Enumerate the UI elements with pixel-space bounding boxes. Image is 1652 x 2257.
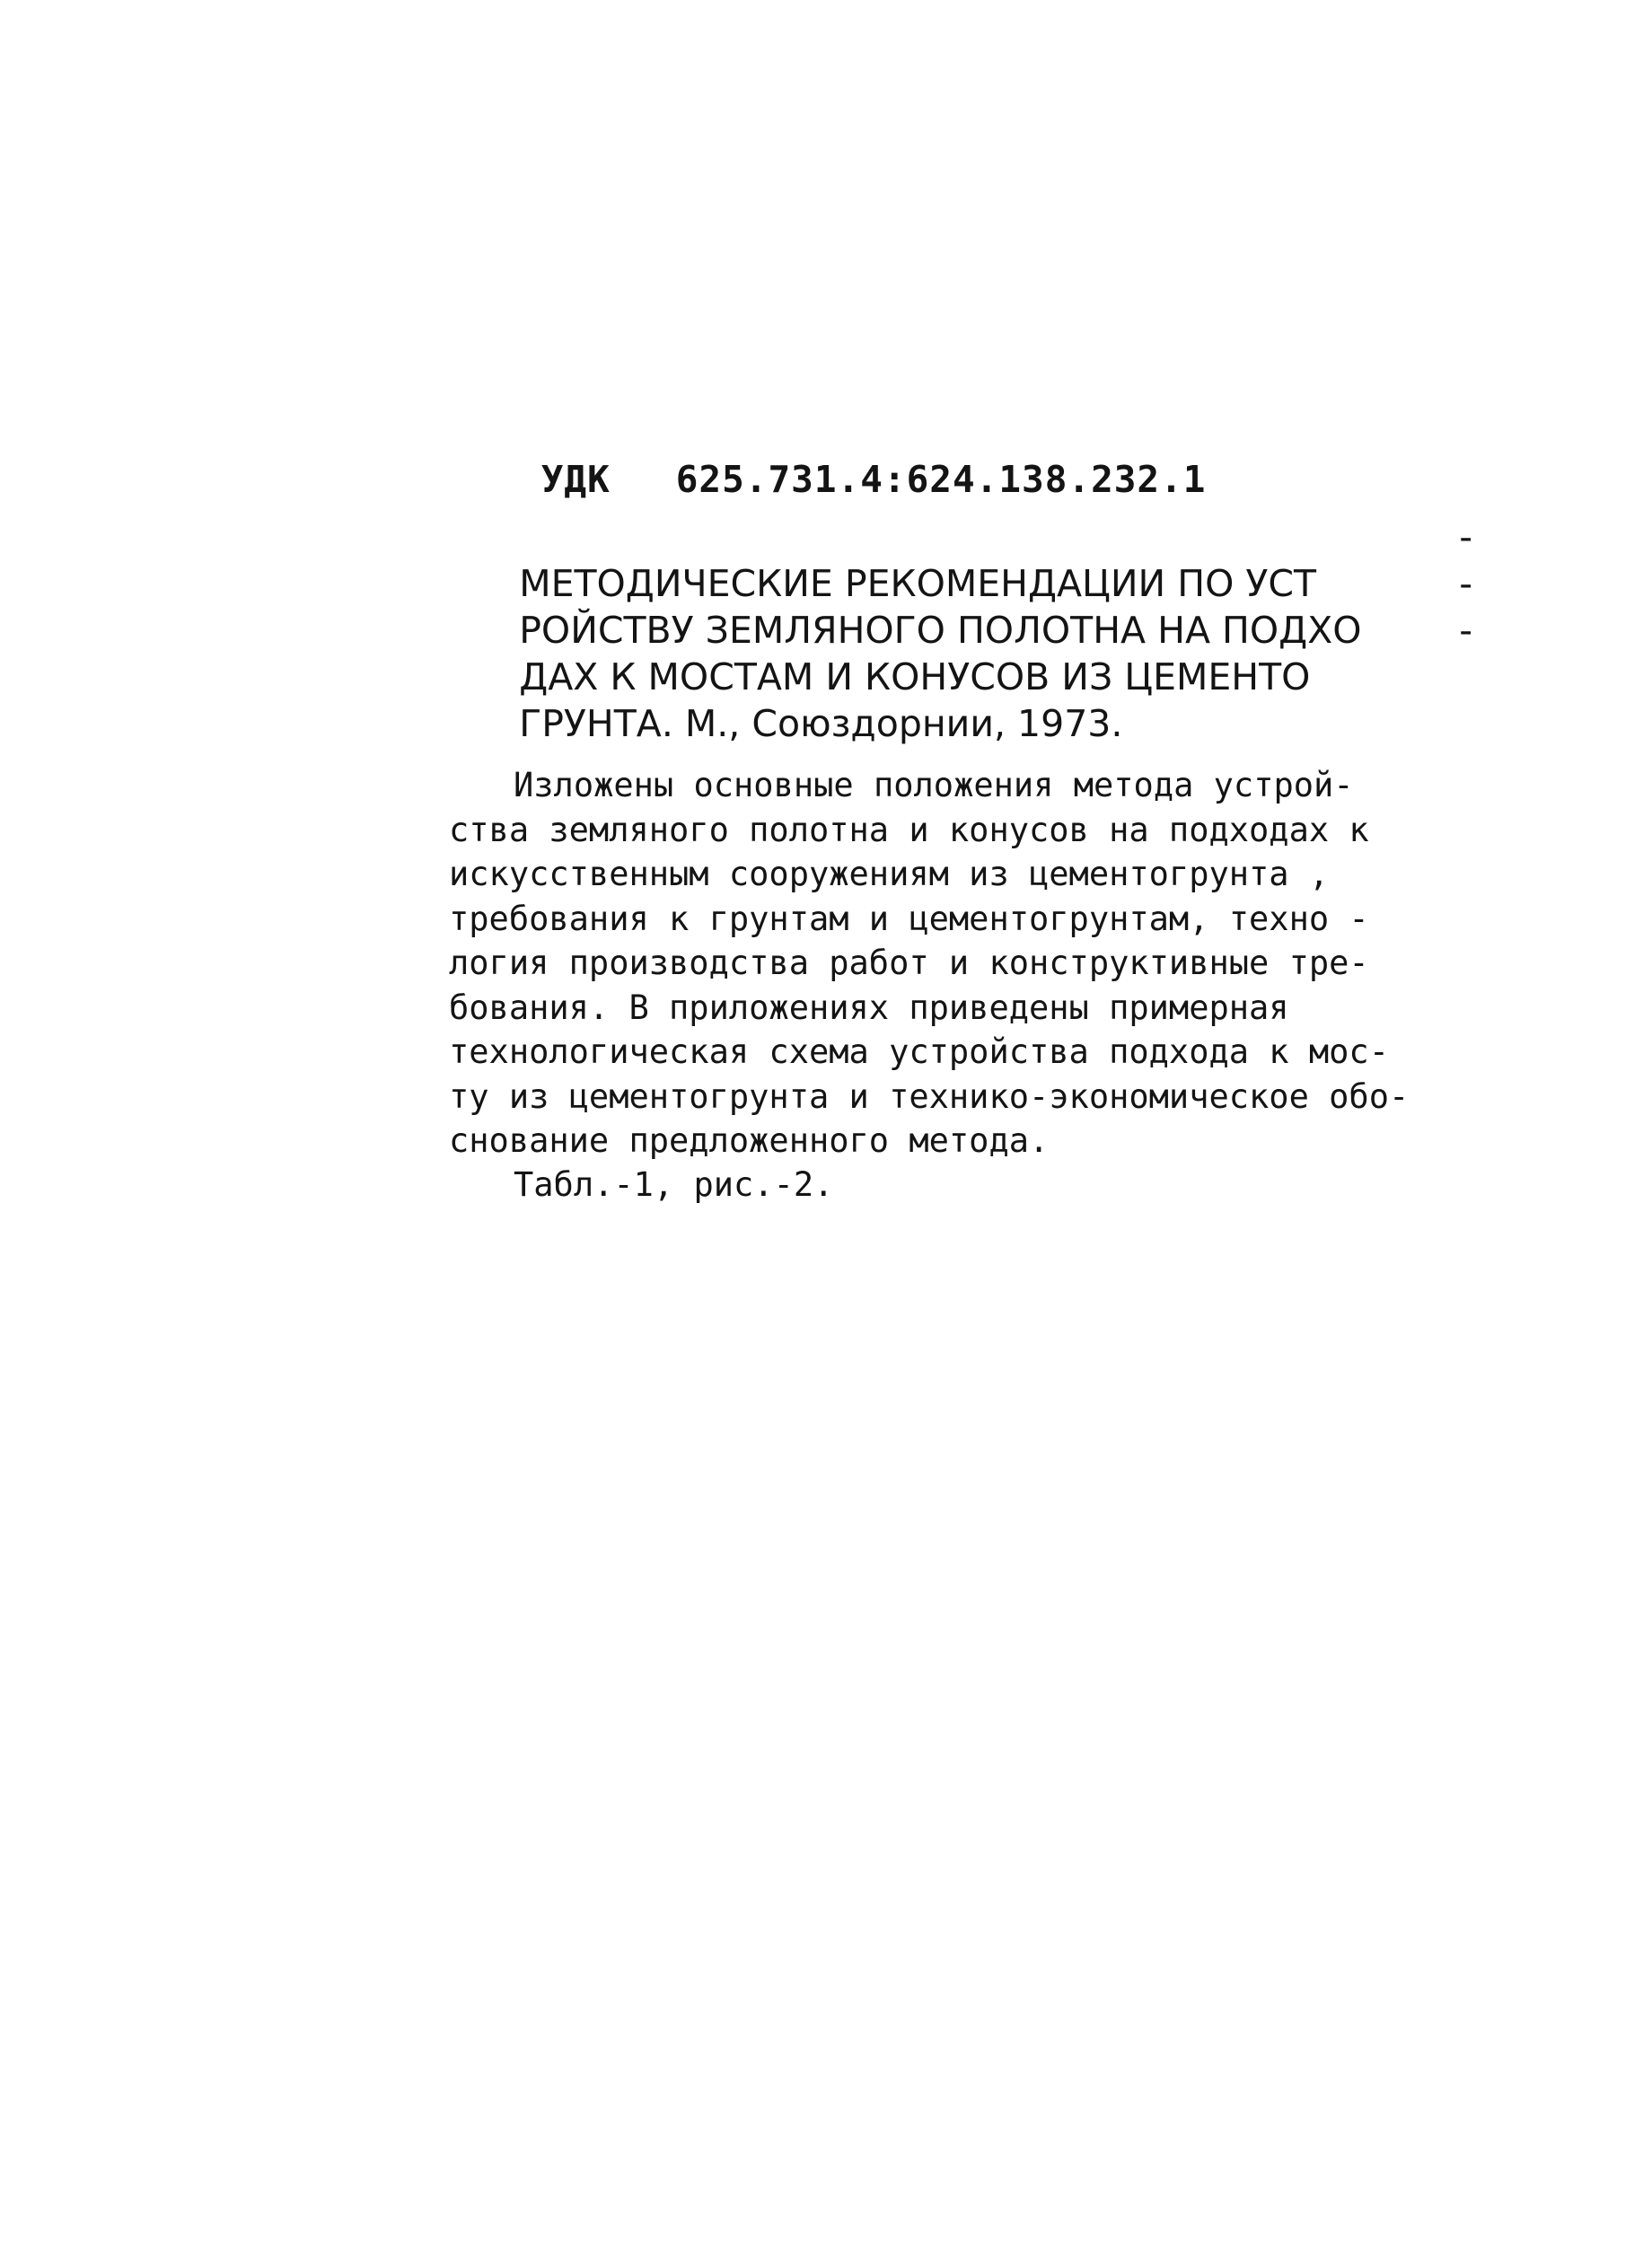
udk-label: УДК bbox=[540, 458, 611, 501]
abstract-paragraph bbox=[449, 763, 1508, 1164]
title-line-text: РОЙСТВУ ЗЕМЛЯНОГО ПОЛОТНА НА ПОДХО bbox=[519, 609, 1362, 652]
tables-figures-count: Табл.-1, рис.-2. bbox=[514, 1165, 834, 1204]
title-line-text: ГРУНТА. М., Союздорнии, 1973. bbox=[519, 702, 1123, 745]
abstract-line: логия производства работ и конструктивные тре- bbox=[449, 944, 1369, 982]
title-line bbox=[449, 514, 1472, 605]
abstract-line: искусственным сооружениям из цементогрунта , bbox=[449, 855, 1330, 893]
abstract-line: Изложены основные положения метода устрой- bbox=[514, 766, 1354, 804]
abstract-line: бования. В приложениях приведены примерная bbox=[449, 988, 1289, 1027]
abstract-line: требования к грунтам и цементогрунтам, техно - bbox=[449, 899, 1369, 938]
abstract-line: технологическая схема устройства подхода к мос- bbox=[449, 1032, 1389, 1071]
abstract-line: ту из цементогрунта и технико-экономическое обо- bbox=[449, 1076, 1410, 1116]
hyphen-mark: - bbox=[1459, 609, 1472, 652]
hyphen-mark: - bbox=[1459, 562, 1472, 605]
title-line-text: МЕТОДИЧЕСКИЕ РЕКОМЕНДАЦИИ ПО УСТ bbox=[519, 562, 1317, 605]
udk-code: 625.731.4:624.138.232.1 bbox=[675, 458, 1207, 501]
hyphen-mark: - bbox=[1459, 515, 1472, 558]
title-line-text: ДАХ К МОСТАМ И КОНУСОВ ИЗ ЦЕМЕНТО bbox=[519, 655, 1311, 698]
title-line bbox=[449, 560, 1472, 652]
abstract-line: ства земляного полотна и конусов на подходах к bbox=[449, 810, 1369, 849]
title-line bbox=[449, 654, 1472, 745]
document-title bbox=[449, 514, 1472, 745]
abstract-line: снование предложенного метода. bbox=[449, 1121, 1050, 1160]
title-line bbox=[449, 607, 1472, 698]
